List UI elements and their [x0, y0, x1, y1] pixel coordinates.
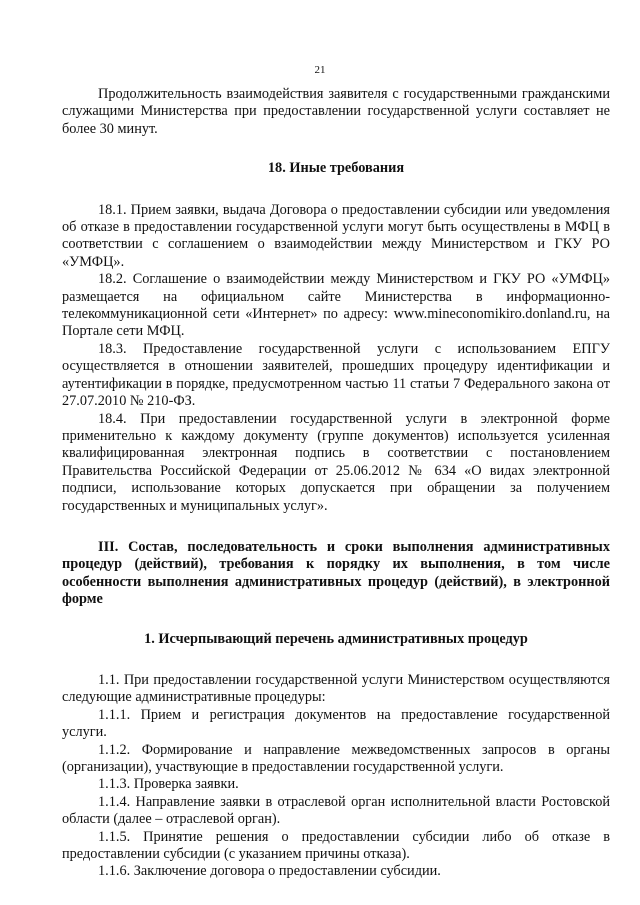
paragraph-18-2: 18.2. Соглашение о взаимодействии между Министерством и ГКУ РО «УМФЦ» размещается на официальном сайте Министерства в информационно-телекоммуникационной сети «Интернет» по адресу: www.mineconomikiro.donland.ru, на Портале сети МФЦ. — [62, 271, 610, 340]
page-content — [62, 86, 610, 881]
paragraph-1-1-3: 1.1.3. Проверка заявки. — [98, 776, 239, 793]
paragraph-1-1-1: 1.1.1. Прием и регистрация документов на предоставление государственной услуги. — [62, 706, 610, 741]
paragraph-18-3: 18.3. Предоставление государственной услуги с использованием ЕПГУ осуществляется в отношении заявителей, прошедших процедуру идентификации и аутентификации в порядке, предусмотренном частью 11 статьи 7 Федерального закона от 27.07.2010 № 210-ФЗ. — [62, 340, 610, 410]
paragraph-1-1: 1.1. При предоставлении государственной услуги Министерством осуществляются следующие административные процедуры: — [62, 671, 610, 706]
paragraph-18-4: 18.4. При предоставлении государственной услуги в электронной форме применительно к каждому документу (группе документов) используется усиленная квалифицированная электронная подпись в соответствии с постановлением Правительства Российской Федерации от 25.06.2012 № 634 «О видах электронной подписи, использование которых допускается при обращении за получением государственных и муниципальных услуг». — [62, 410, 610, 514]
paragraph-1-1-2: 1.1.2. Формирование и направление межведомственных запросов в органы (организации), участвующие в предоставлении государственной услуги. — [62, 741, 610, 775]
section-heading-iii: III. Состав, последовательность и сроки выполнения административных процедур (действий), требования к порядку их выполнения, в том числе особенности выполнения административных процедур (действий), в электронной форме — [62, 538, 610, 608]
paragraph-intro: Продолжительность взаимодействия заявителя с государственными гражданскими служащими Министерства при предоставлении государственной услуги составляет не более 30 минут. — [62, 86, 610, 137]
paragraph-18-1: 18.1. Прием заявки, выдача Договора о предоставлении субсидии или уведомления об отказе в предоставлении государственной услуги могут быть осуществлены в МФЦ в соответствии с соглашением о взаимодействии между Министерством и ГКУ РО «УМФЦ». — [62, 201, 610, 270]
page-number: 21 — [314, 64, 326, 76]
paragraph-1-1-6: 1.1.6. Заключение договора о предоставлении субсидии. — [98, 863, 441, 880]
paragraph-1-1-4: 1.1.4. Направление заявки в отраслевой орган исполнительной власти Ростовской области (далее – отраслевой орган). — [62, 793, 610, 828]
paragraph-1-1-5: 1.1.5. Принятие решения о предоставлении субсидии либо об отказе в предоставлении субсидии (с указанием причины отказа). — [62, 828, 610, 863]
section-heading-18: 18. Иные требования — [267, 160, 405, 177]
subsection-heading-1: 1. Исчерпывающий перечень административных процедур — [144, 630, 528, 647]
